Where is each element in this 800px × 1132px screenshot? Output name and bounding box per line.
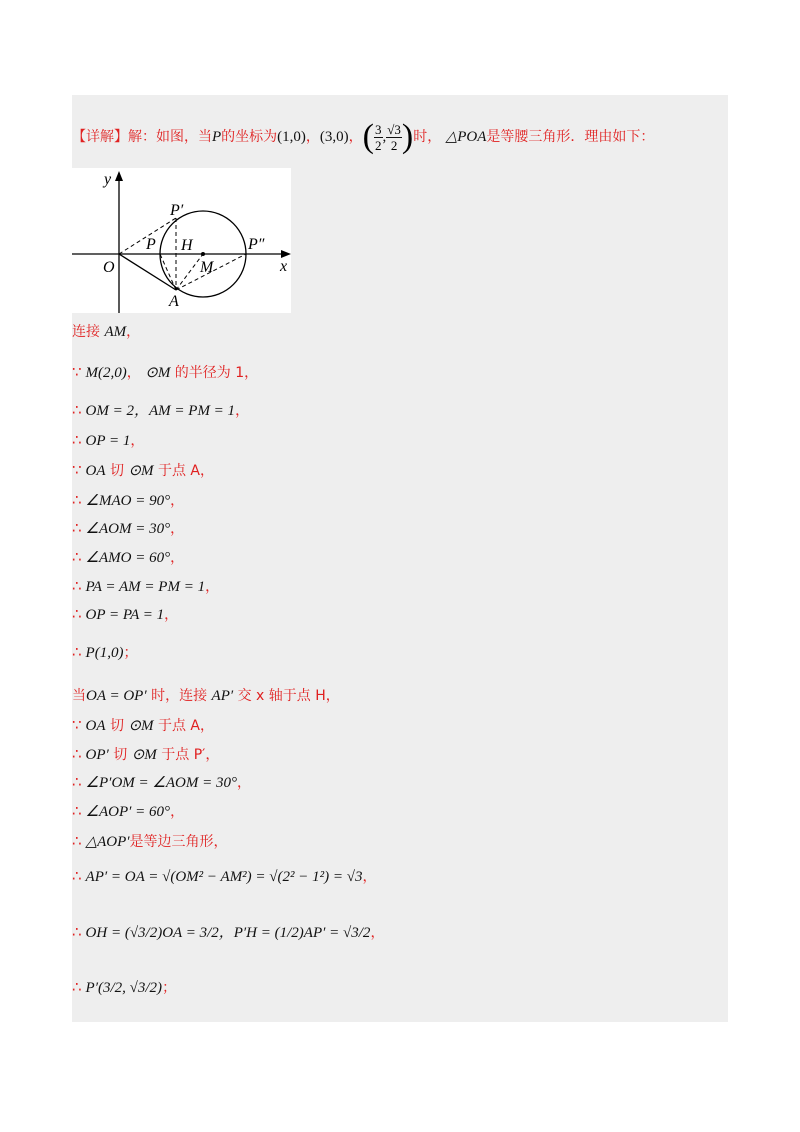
step-math: OM = 2，AM = PM = 1 <box>85 403 236 419</box>
segment-am <box>176 254 203 290</box>
therefore-symbol: ∴ <box>72 745 82 763</box>
step-mid: 切 <box>113 747 128 763</box>
step-17 <box>72 831 228 852</box>
step-tail: ， <box>362 869 377 885</box>
step-tail: ， <box>164 607 179 623</box>
step-math: ∠P′OM = ∠AOM = 30° <box>85 775 237 791</box>
step-mid: 时，连接 <box>151 688 208 704</box>
step-14 <box>72 744 219 765</box>
step-tail: 于点 P′， <box>161 747 220 763</box>
detail-tag: 【详解】 <box>72 129 128 145</box>
step-tail: ， <box>370 925 385 941</box>
coord-3-y <box>386 122 402 153</box>
step-math: ∠AOP′ = 60° <box>85 804 171 820</box>
therefore-symbol: ∴ <box>72 577 82 595</box>
step-mid: 切 <box>110 463 124 479</box>
step-math: M(2,0) <box>85 365 127 381</box>
therefore-symbol: ∴ <box>72 832 82 850</box>
step-tail: ， <box>170 550 185 566</box>
step-9 <box>72 576 219 597</box>
label-p-prime: P′ <box>170 202 184 219</box>
step-19 <box>72 922 384 943</box>
step-math: ∠AOM = 30° <box>85 521 171 537</box>
therefore-symbol: ∴ <box>72 802 82 820</box>
geometry-figure <box>72 168 291 313</box>
step-tail: ， <box>130 433 145 449</box>
step-math: ⊙M <box>131 747 157 763</box>
therefore-symbol: ∴ <box>72 548 82 566</box>
step-12 <box>72 686 340 706</box>
therefore-symbol: ∴ <box>72 605 82 623</box>
header-intro: 解：如图，当 <box>128 129 212 145</box>
figure-svg <box>72 168 291 313</box>
label-a: A <box>169 293 179 310</box>
step-math: ∠MAO = 90° <box>85 493 171 509</box>
header-conclusion: 是等腰三角形．理由如下： <box>486 129 655 145</box>
step-5 <box>72 460 214 481</box>
step-13 <box>72 715 214 736</box>
coord-3-x <box>374 122 383 153</box>
step-tail: 于点 A， <box>157 718 215 734</box>
step-16 <box>72 801 184 822</box>
step-tail: ， <box>170 493 185 509</box>
step-tail: ， <box>170 804 185 820</box>
step-2 <box>72 362 258 383</box>
label-y: y <box>104 171 112 188</box>
step-tail: ； <box>123 645 138 661</box>
step-18 <box>72 866 377 887</box>
step-tail: 的半径为 1， <box>174 365 259 381</box>
because-symbol: ∵ <box>72 363 82 381</box>
step-tail: ， <box>236 775 251 791</box>
step-text: 连接 <box>72 324 100 340</box>
solution-header <box>72 120 654 154</box>
step-1 <box>72 322 140 342</box>
label-h: H <box>181 237 193 254</box>
therefore-symbol: ∴ <box>72 978 82 996</box>
step-math: OH = (√3/2)OA = 3/2，P′H = (1/2)AP′ = √3/2 <box>85 925 371 941</box>
header-coord-text: 的坐标为 <box>221 129 278 145</box>
step-3 <box>72 400 249 421</box>
step-math: OP′ <box>85 747 109 763</box>
step-math: P(1,0) <box>85 645 124 661</box>
therefore-symbol: ∴ <box>72 519 82 537</box>
step-math: AP′ = OA = √(OM² − AM²) = √(2² − 1²) = √3 <box>85 869 363 885</box>
y-axis-arrow <box>115 171 123 181</box>
step-math: OA <box>85 463 106 479</box>
step-math: ⊙M <box>145 365 171 381</box>
triangle-poa: △POA <box>445 129 487 145</box>
step-8 <box>72 547 184 568</box>
header-time: 时， <box>413 129 442 145</box>
therefore-symbol: ∴ <box>72 773 82 791</box>
step-mid: 切 <box>110 718 124 734</box>
paren-close: ) <box>401 118 414 155</box>
step-15 <box>72 772 251 793</box>
step-math: P′(3/2, √3/2) <box>85 980 163 996</box>
step-tail: ， <box>126 324 141 340</box>
therefore-symbol: ∴ <box>72 923 82 941</box>
step-20 <box>72 977 176 998</box>
therefore-symbol: ∴ <box>72 491 82 509</box>
frac-num: √3 <box>387 121 401 137</box>
therefore-symbol: ∴ <box>72 643 82 661</box>
header-p-var: P <box>212 129 222 145</box>
therefore-symbol: ∴ <box>72 401 82 419</box>
separator: ， <box>348 129 363 145</box>
step-math: △AOP′ <box>85 834 130 850</box>
separator: ， <box>305 129 320 145</box>
label-p-double-prime: P″ <box>248 236 265 253</box>
step-tail: ， <box>170 521 185 537</box>
step-6 <box>72 490 184 511</box>
step-4 <box>72 430 144 451</box>
coord-2: (3,0) <box>319 129 349 145</box>
step-10 <box>72 604 178 625</box>
therefore-symbol: ∴ <box>72 867 82 885</box>
coord-1: (1,0) <box>277 129 306 145</box>
step-tail: ， <box>205 579 220 595</box>
tangent-oa <box>119 254 176 290</box>
step-math: AP′ <box>211 688 234 704</box>
step-7 <box>72 518 184 539</box>
label-p: P <box>146 236 156 253</box>
step-text: 当 <box>72 688 86 704</box>
center-dot <box>201 252 205 256</box>
step-math: OA <box>85 718 106 734</box>
step-math: ⊙M <box>128 718 154 734</box>
step-math: PA = AM = PM = 1 <box>85 579 206 595</box>
paren-open: ( <box>362 118 374 155</box>
step-tail: 交 x 轴于点 H， <box>237 688 340 704</box>
frac-den: 2 <box>390 137 398 153</box>
step-11 <box>72 642 137 663</box>
frac-den: 2 <box>375 137 382 153</box>
x-axis-arrow <box>281 250 291 258</box>
because-symbol: ∵ <box>72 461 82 479</box>
frac-num: 3 <box>375 121 382 137</box>
comma: , <box>382 129 387 145</box>
step-math: OP = 1 <box>85 433 131 449</box>
because-symbol: ∵ <box>72 716 82 734</box>
step-tail: ， <box>235 403 250 419</box>
step-math: ⊙M <box>128 463 154 479</box>
step-math: OA = OP′ <box>86 688 147 704</box>
label-x: x <box>280 258 288 275</box>
label-m: M <box>200 259 214 276</box>
step-mid: ， <box>126 365 141 381</box>
step-tail: ； <box>162 980 177 996</box>
label-o: O <box>103 259 115 276</box>
step-math: ∠AMO = 60° <box>85 550 171 566</box>
therefore-symbol: ∴ <box>72 431 82 449</box>
step-math: AM <box>104 324 127 340</box>
step-tail: 是等边三角形， <box>129 834 228 850</box>
step-math: OP = PA = 1 <box>85 607 165 623</box>
step-tail: 于点 A， <box>157 463 215 479</box>
